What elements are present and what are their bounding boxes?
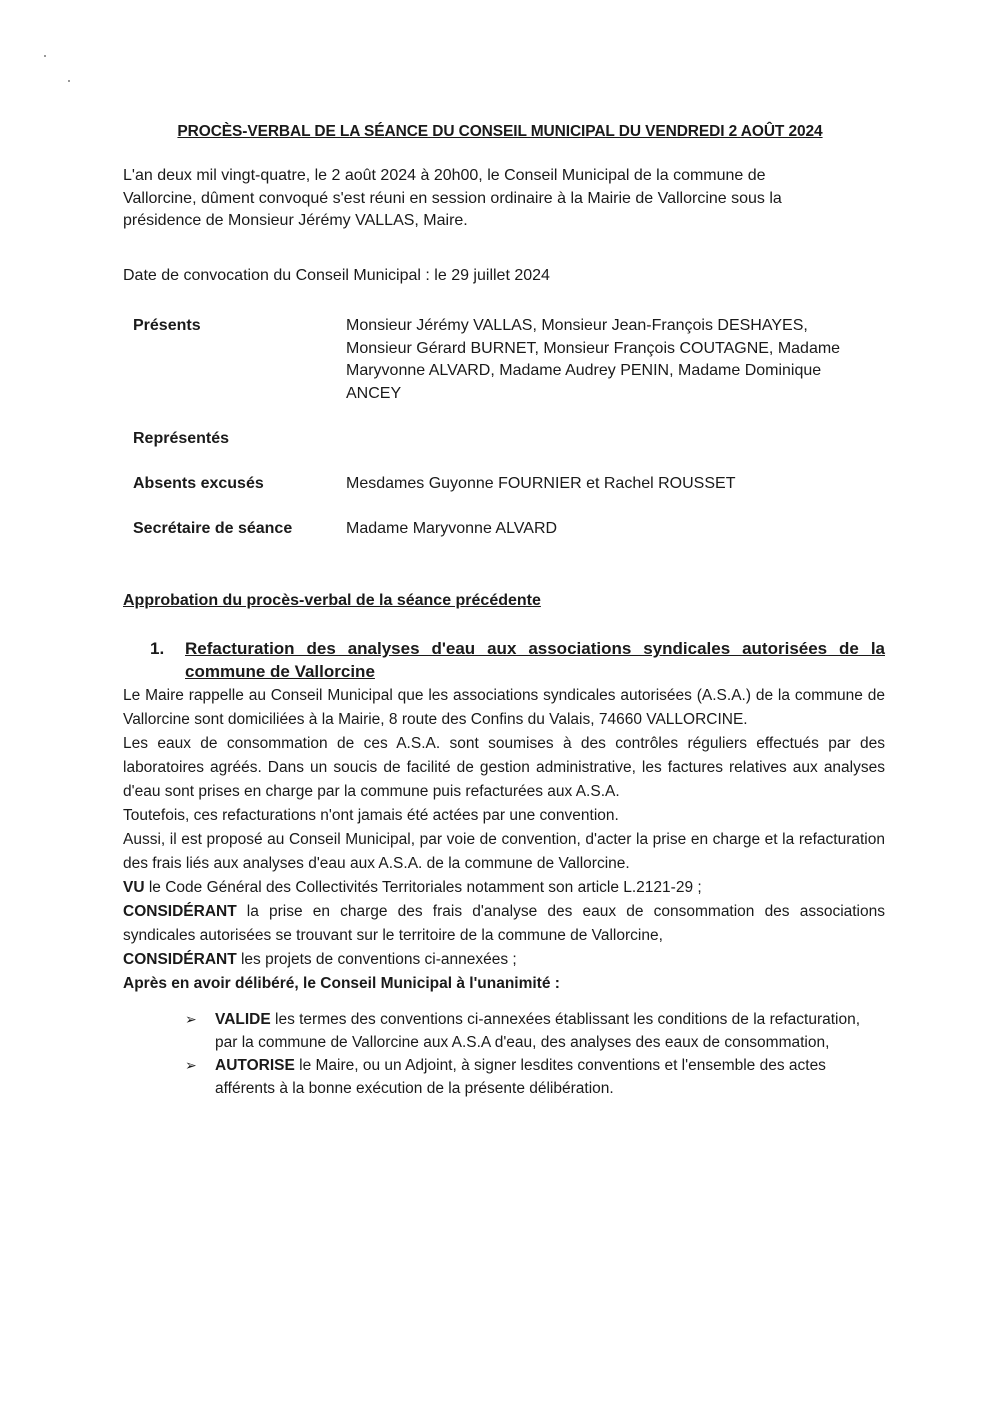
convocation-date: Date de convocation du Conseil Municipal : le 29 juillet 2024 <box>123 267 550 284</box>
body-paragraph: Le Maire rappelle au Conseil Municipal que les associations syndicales autorisées (A.S.A.) de la commune de Vallorcine sont domiciliées à la Mairie, 8 route des Confins du Valais, 74660 VALLORCINE. <box>123 687 885 728</box>
decision-text: le Maire, ou un Adjoint, à signer lesdites conventions et l'ensemble des actes afférents à la bonne exécution de la présente délibération. <box>215 1057 826 1097</box>
intro-paragraph: L'an deux mil vingt-quatre, le 2 août 2024 à 20h00, le Conseil Municipal de la commune de Vallorcine, dûment convoqué s'est réuni en session ordinaire à la Mairie de Vallorcine sous la présidence de Monsieur Jérémy VALLAS, Maire. <box>123 167 782 229</box>
presents-value: Monsieur Jérémy VALLAS, Monsieur Jean-François DESHAYES, Monsieur Gérard BURNET, Monsieur François COUTAGNE, Madame Maryvonne ALVARD, Madame Audrey PENIN, Madame Dominique ANCEY <box>346 317 841 402</box>
arrow-bullet-icon: ➢ <box>185 1057 197 1073</box>
absent-value: Mesdames Guyonne FOURNIER et Rachel ROUSSET <box>346 475 736 492</box>
considerant-label: CONSIDÉRANT <box>123 951 237 968</box>
decision-label: AUTORISE <box>215 1057 295 1074</box>
decision-item <box>185 1008 885 1054</box>
decision-list <box>185 1008 885 1100</box>
arrow-bullet-icon: ➢ <box>185 1011 197 1027</box>
secretary-label: Secrétaire de séance <box>133 520 293 537</box>
body-paragraph: Toutefois, ces refacturations n'ont jamais été actées par une convention. <box>123 807 619 824</box>
secretary-value: Madame Maryvonne ALVARD <box>346 520 558 537</box>
presents-label: Présents <box>133 317 201 334</box>
absent-label: Absents excusés <box>133 475 264 492</box>
vu-label: VU <box>123 879 145 896</box>
considerant-paragraph <box>123 948 885 972</box>
deliberation-line: Après en avoir délibéré, le Conseil Municipal à l'unanimité : <box>123 975 560 992</box>
section-heading <box>150 637 885 683</box>
represented-label: Représentés <box>133 430 230 447</box>
scan-speck <box>44 55 46 57</box>
vu-paragraph <box>123 876 885 900</box>
decision-item <box>185 1054 885 1100</box>
vu-text: le Code Général des Collectivités Territoriales notamment son article L.2121-29 ; <box>144 879 702 896</box>
considerant-label: CONSIDÉRANT <box>123 903 237 920</box>
body-paragraph: Les eaux de consommation de ces A.S.A. sont soumises à des contrôles réguliers effectués par des laboratoires agréés. Dans un soucis de facilité de gestion administrative, les factures relatives aux analyses d'eau sont prises en charge par la commune puis refacturées aux A.S.A. <box>123 735 885 800</box>
considerant-text: les projets de conventions ci-annexées ; <box>236 951 517 968</box>
section-title: Refacturation des analyses d'eau aux associations syndicales autorisées de la commune de Vallorcine <box>185 639 885 681</box>
section-number: 1. <box>150 639 165 658</box>
body-paragraph: Aussi, il est proposé au Conseil Municipal, par voie de convention, d'acter la prise en charge et la refacturation des frais liés aux analyses d'eau aux A.S.A. de la commune de Vallorcine. <box>123 831 885 872</box>
decision-text: les termes des conventions ci-annexées établissant les conditions de la refacturation, par la commune de Vallorcine aux A.S.A d'eau, des analyses des eaux de consommation, <box>215 1011 861 1051</box>
decision-label: VALIDE <box>215 1011 271 1028</box>
approval-heading: Approbation du procès-verbal de la séance précédente <box>123 592 541 609</box>
considerant-text: la prise en charge des frais d'analyse des eaux de consommation des associations syndicales autorisées se trouvant sur le territoire de la commune de Vallorcine, <box>123 903 885 944</box>
scan-speck <box>68 80 70 82</box>
section-body <box>123 684 885 996</box>
page-title: PROCÈS-VERBAL DE LA SÉANCE DU CONSEIL MUNICIPAL DU VENDREDI 2 AOÛT 2024 <box>177 123 823 140</box>
considerant-paragraph <box>123 900 885 948</box>
